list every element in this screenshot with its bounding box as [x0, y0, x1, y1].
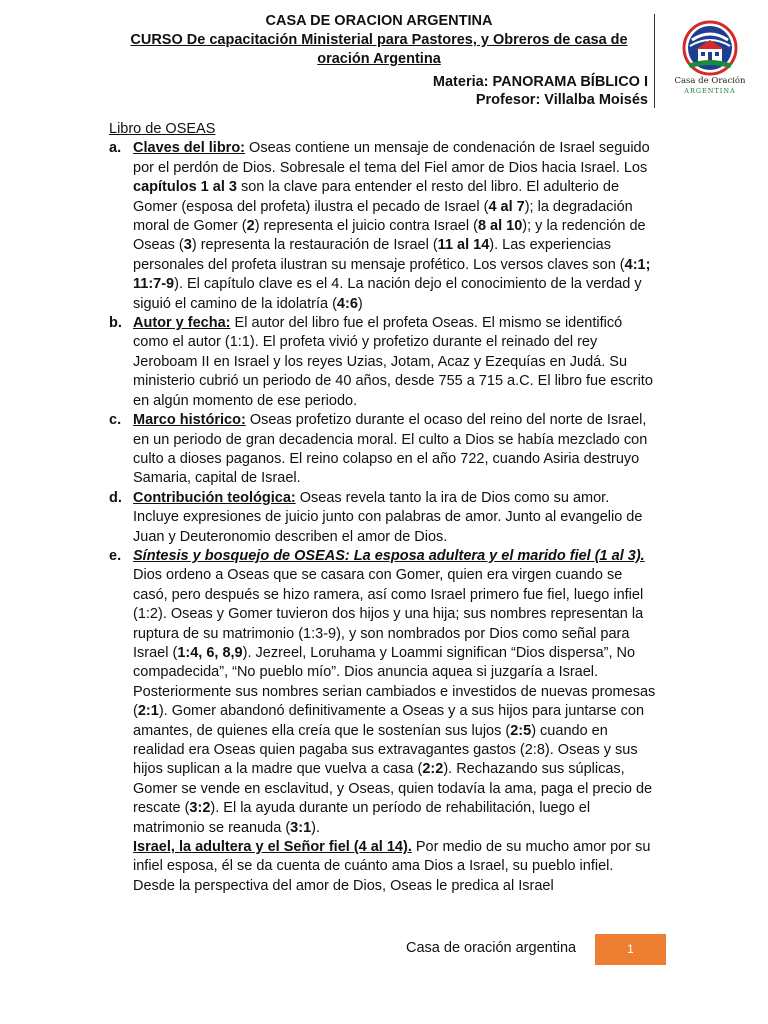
item-bold: 4 al 7 — [488, 198, 525, 215]
subsection-paragraph — [133, 838, 657, 896]
header-meta — [433, 73, 648, 109]
item-bold: 11 al 14 — [437, 237, 490, 254]
section-title: Libro de OSEAS — [109, 121, 216, 137]
subsection-heading: Israel, la adultera y el Señor fiel (4 al 14). — [133, 839, 412, 856]
item-text: ). El la ayuda durante un período de rehabilitación, luego el matrimonio se reanuda ( — [133, 800, 591, 836]
list-item-c — [109, 411, 657, 489]
list-item-a — [109, 139, 657, 314]
item-text: ) cuando en realidad era Oseas quien pagaba sus extravagantes gastos (2:8). Oseas y sus hijos suplican a la madre que vuelva a casa ( — [133, 722, 638, 778]
list-item-e — [109, 547, 657, 896]
item-bold: 2:2 — [422, 761, 444, 778]
item-text: Por medio de su mucho amor por su infiel esposa, él se da cuenta de cuánto ama Dios a Israel, su pueblo infiel. Desde la perspectiva del amor de Dios, Oseas le predica al Israel — [133, 839, 651, 894]
item-text: ) representa el juicio contra Israel ( — [254, 218, 478, 235]
item-bold: capítulos 1 al 3 — [133, 179, 237, 196]
item-text: ). El capítulo clave es el 4. La nación dejo el conocimiento de la verdad y siguió el camino de la idolatría ( — [133, 276, 642, 312]
item-text: son la clave para entender el resto del libro. El adulterio de Gomer (esposa del profeta) ilustra el pecado de Israel ( — [133, 179, 620, 215]
list-marker: d. — [109, 489, 122, 506]
footer-text: Casa de oración argentina — [406, 940, 577, 956]
list-item-b — [109, 314, 657, 411]
item-text: Oseas profetizo durante el ocaso del reino del norte de Israel, en un periodo de gran decadencia moral. El culto a Dios se había mezclado con culto a dioses paganos. El reino colapso en el año 722, cuando Asiria destruyo Samaria, capital de Israel. — [133, 412, 648, 487]
item-bold: 4:6 — [336, 295, 358, 312]
item-bold: 3:1 — [290, 819, 312, 836]
item-text: ); y la redención de Oseas ( — [133, 218, 646, 254]
item-bold: 3:2 — [189, 800, 211, 817]
item-bold: 8 al 10 — [477, 218, 523, 235]
item-heading: Autor y fecha: — [133, 315, 231, 332]
item-bold: 2 — [246, 218, 255, 235]
item-text: ). Las experiencias personales del profeta ilustran su mensaje profético. Los versos claves son ( — [133, 237, 625, 273]
logo-caption-country: ARGENTINA — [684, 87, 736, 95]
item-text: El autor del libro fue el profeta Oseas. El mismo se identificó como el autor (1:1). El profeta vivió y profetizo durante el reinado del rey Jeroboam II en Israel y los reyes Uzias, Jotam, Acaz y Ezequías en Judá. Su ministerio cubrió un periodo de 40 años, desde 755 a 715 a.C. El libro fue escrito en algún momento de ese periodo. — [133, 315, 653, 409]
item-bold: 3 — [183, 237, 192, 254]
document-body — [109, 120, 657, 896]
header-subtitle — [108, 31, 650, 69]
list-item-d — [109, 489, 657, 547]
header-divider — [654, 14, 655, 108]
item-text: ) representa la restauración de Israel ( — [191, 237, 438, 254]
header-subtitle-text: CURSO De capacitación Ministerial para Pastores, y Obreros de casa de oración Argentina — [130, 32, 628, 67]
item-bold: 1:4, 6, 8,9 — [177, 644, 243, 661]
list-marker: e. — [109, 547, 122, 564]
page-number-badge — [595, 934, 666, 965]
item-heading: Síntesis y bosquejo de OSEAS: La esposa adultera y el marido fiel (1 al 3). — [133, 547, 645, 564]
item-bold: 2:1 — [137, 703, 159, 720]
item-heading: Contribución teológica: — [133, 489, 296, 506]
item-text: ). Jezreel, Loruhama y Loammi significan “Dios dispersa”, No compadecida”, “No pueblo mío”. Dios anuncia aquea si juzgaría a Israel. Posteriormente sus nombres serian cambiados e investidos de nuevas promesas ( — [133, 644, 656, 720]
item-heading: Claves del libro: — [133, 140, 246, 157]
church-logo-emblem — [672, 18, 748, 76]
item-text: Oseas contiene un mensaje de condenación de Israel seguido por el perdón de Dios. Sobresale el tema del Fiel amor de Dios hacia Israel. Los — [133, 140, 650, 176]
item-text: Oseas revela tanto la ira de Dios como su amor. Incluye expresiones de juicio junto con palabras de amor. Junto al evangelio de Juan y Deuteronomio describen el amor de Dios. — [133, 489, 643, 545]
list-marker: c. — [109, 412, 122, 429]
item-heading: Marco histórico: — [133, 412, 246, 429]
list-marker: b. — [109, 315, 122, 332]
item-text: ) — [357, 295, 363, 312]
logo-caption: Casa de Oración — [674, 76, 746, 86]
page-number: 1 — [627, 942, 634, 956]
materia-label: Materia: PANORAMA BÍBLICO I — [432, 74, 648, 90]
list-marker: a. — [109, 140, 122, 157]
item-text: ). — [311, 819, 320, 836]
header-title: CASA DE ORACION ARGENTINA — [265, 13, 493, 29]
church-logo — [672, 18, 748, 98]
item-bold: 4:1; 11:7-9 — [133, 256, 651, 293]
item-text: Dios ordeno a Oseas que se casara con Gomer, quien era virgen cuando se casó, pero después se hizo ramera, así como Israel primero fue fiel, luego infiel (1:2). Oseas y Gomer tuvieron dos hijos y una hija; sus nombres representan la ruptura de su matrimonio (1:3-9), y son nombrados por Dios como señal para Israel ( — [133, 567, 644, 661]
item-text: ). Gomer abandonó definitivamente a Oseas y a sus hijos para juntarse con amantes, de quienes ella creía que le sostenían sus lujos ( — [133, 703, 645, 739]
profesor-label: Profesor: Villalba Moisés — [475, 92, 648, 108]
item-bold: 2:5 — [510, 722, 532, 739]
item-text: ). Rechazando sus súplicas, Gomer se vende en esclavitud, y Oseas, quien todavía la ama, paga el precio de rescate ( — [133, 761, 653, 817]
item-text: ); la degradación moral de Gomer ( — [133, 198, 633, 235]
